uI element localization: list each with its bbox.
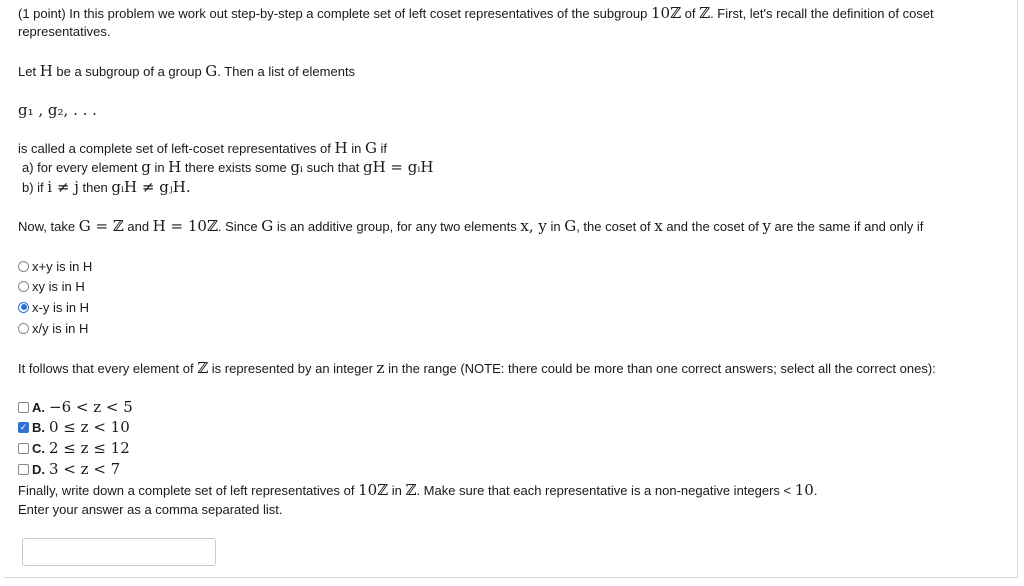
intro-line-1: (1 point) In this problem we work out step-by-step a complete set of left coset representatives of the subgroup 10ℤ of ℤ. First, let's recall the definition of coset bbox=[18, 4, 934, 22]
subgroup-math: 10ℤ bbox=[651, 4, 682, 22]
follows-line: It follows that every element of ℤ is represented by an integer z in the range (NOTE: there could be more than one correct answers; select all the correct ones): bbox=[18, 359, 936, 377]
checkbox-option-c[interactable]: C. 2 ≤ z ≤ 12 bbox=[18, 440, 130, 456]
radio-button-selected[interactable] bbox=[18, 302, 29, 313]
intro-line-2: representatives. bbox=[18, 24, 111, 39]
enter-instructions: Enter your answer as a comma separated list. bbox=[18, 502, 283, 517]
radio-button[interactable] bbox=[18, 281, 29, 292]
definition-intro: Let H be a subgroup of a group G. Then a list of elements bbox=[18, 62, 356, 80]
condition-b: b) if i ≠ j then gᵢH ≠ gⱼH. bbox=[22, 178, 191, 196]
checkbox-option-a[interactable]: A. −6 < z < 5 bbox=[18, 399, 133, 415]
called-line: is called a complete set of left-coset representatives of H in G if bbox=[18, 139, 388, 157]
radio-option-quotient[interactable]: x/y is in H bbox=[18, 320, 88, 336]
checkbox-option-b[interactable]: ✓ B. 0 ≤ z < 10 bbox=[19, 418, 130, 436]
radio-option-sum[interactable]: x+y is in H bbox=[18, 258, 92, 274]
radio-button[interactable] bbox=[18, 261, 29, 272]
checkbox-option-d[interactable]: D. 3 < z < 7 bbox=[18, 461, 120, 477]
condition-a: a) for every element g in H there exists some gᵢ such that gH = gᵢH bbox=[22, 158, 434, 176]
checkbox[interactable] bbox=[18, 443, 29, 454]
group-math: ℤ bbox=[699, 4, 711, 22]
radio-option-product[interactable]: xy is in H bbox=[18, 278, 85, 294]
answer-input[interactable] bbox=[22, 538, 216, 566]
elements-list: g₁ , g₂, . . . bbox=[18, 101, 97, 119]
radio-option-difference[interactable]: x-y is in H bbox=[18, 299, 89, 315]
problem-panel bbox=[4, 0, 1018, 578]
checkbox-checked[interactable] bbox=[18, 422, 29, 433]
checkmark-icon: ✓ bbox=[19, 421, 28, 432]
finally-line: Finally, write down a complete set of left representatives of 10ℤ in ℤ. Make sure that each representative is a non-negative integers < 10. bbox=[18, 481, 818, 499]
radio-button[interactable] bbox=[18, 323, 29, 334]
checkbox[interactable] bbox=[18, 464, 29, 475]
checkbox[interactable] bbox=[18, 402, 29, 413]
now-take-line: Now, take G = ℤ and H = 10ℤ. Since G is an additive group, for any two elements x, y in G, the coset of x and the coset of y are the same if and only if bbox=[18, 217, 924, 235]
